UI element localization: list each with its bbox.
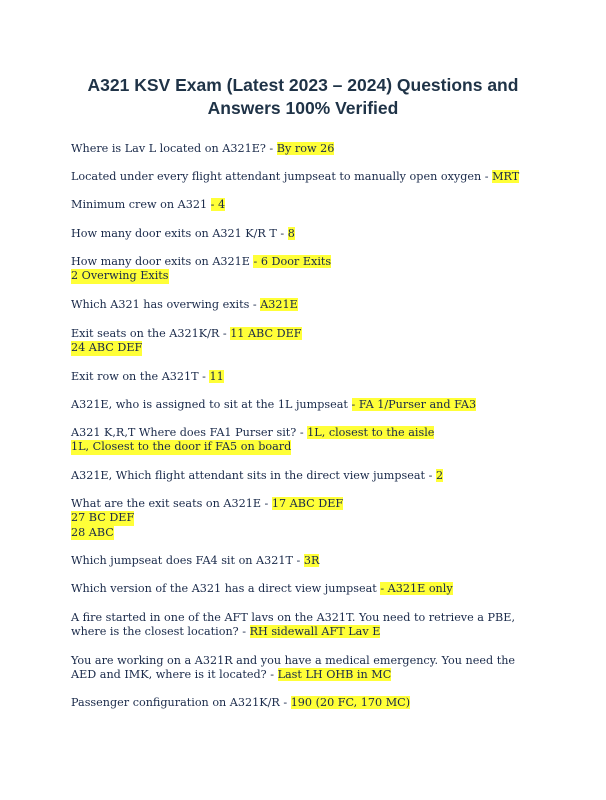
- qa-item: [71, 327, 541, 356]
- question-text: Which A321 has overwing exits -: [71, 298, 261, 311]
- answer-highlight: - FA 1/Purser and FA3: [351, 398, 477, 411]
- qa-item: [71, 497, 541, 540]
- answer-highlight: 17 ABC DEF: [271, 497, 344, 510]
- qa-item: [71, 255, 541, 284]
- answer-highlight: 8: [287, 227, 295, 240]
- qa-item: [71, 426, 541, 455]
- qa-item: [71, 142, 541, 156]
- answer-continuation: 24 ABC DEF: [71, 341, 143, 355]
- qa-item: [71, 611, 541, 640]
- question-text: How many door exits on A321E: [71, 255, 254, 268]
- qa-item: [71, 227, 541, 241]
- answer-highlight: MRT: [492, 170, 520, 183]
- question-text: Which jumpseat does FA4 sit on A321T -: [71, 554, 304, 567]
- answer-highlight: 190 (20 FC, 170 MC): [290, 696, 411, 709]
- title-line-1: A321 KSV Exam (Latest 2023 – 2024) Questions and: [87, 75, 519, 95]
- question-text: How many door exits on A321 K/R T -: [71, 227, 288, 240]
- answer-continuation: 28 ABC: [71, 525, 114, 539]
- answer-highlight: A321E: [260, 298, 298, 311]
- qa-item: [71, 398, 541, 412]
- question-text: Located under every flight attendant jumpseat to manually open oxygen -: [71, 170, 493, 183]
- question-text: Which version of the A321 has a direct view jumpseat: [71, 582, 381, 595]
- question-text: What are the exit seats on A321E -: [71, 497, 272, 510]
- question-text: A321E, Which flight attendant sits in the direct view jumpseat -: [71, 469, 436, 482]
- qa-item: [71, 554, 541, 568]
- qa-item: [71, 170, 541, 184]
- question-text: Where is Lav L located on A321E? -: [71, 142, 277, 155]
- question-text: Exit row on the A321T -: [71, 370, 210, 383]
- qa-item: [71, 469, 541, 483]
- question-text: You are working on a A321R and you have a medical emergency. You need the AED and IMK, where is it located? -: [71, 654, 516, 682]
- answer-highlight: 2: [435, 469, 444, 482]
- question-text: A321 K,R,T Where does FA1 Purser sit? -: [71, 426, 308, 439]
- answer-highlight: - 4: [210, 198, 226, 211]
- answer-continuation: 1L, Closest to the door if FA5 on board: [71, 440, 292, 454]
- document-title: [40, 74, 566, 120]
- answer-highlight: 11: [209, 370, 224, 383]
- question-text: Minimum crew on A321: [71, 198, 211, 211]
- qa-item: [71, 198, 541, 212]
- answer-highlight: 3R: [303, 554, 320, 567]
- qa-item: [71, 298, 541, 312]
- question-text: Passenger configuration on A321K/R -: [71, 696, 291, 709]
- answer-highlight: 11 ABC DEF: [230, 327, 302, 340]
- answer-highlight: - 6 Door Exits: [253, 255, 332, 268]
- answer-highlight: By row 26: [276, 142, 335, 155]
- answer-continuation: 2 Overwing Exits: [71, 269, 169, 283]
- qa-item: [71, 654, 541, 683]
- answer-highlight: - A321E only: [380, 582, 453, 595]
- answer-highlight: 1L, closest to the aisle: [307, 426, 435, 439]
- qa-item: [71, 696, 541, 710]
- answer-highlight: RH sidewall AFT Lav E: [249, 625, 381, 639]
- question-text: Exit seats on the A321K/R -: [71, 327, 231, 340]
- title-line-2: Answers 100% Verified: [207, 98, 399, 118]
- qa-item: [71, 582, 541, 596]
- question-text: A fire started in one of the AFT lavs on the A321T. You need to retrieve a PBE, where is the closest location? -: [71, 611, 516, 639]
- qa-item: [71, 370, 541, 384]
- answer-continuation: 27 BC DEF: [71, 511, 135, 525]
- answer-highlight: Last LH OHB in MC: [277, 668, 392, 682]
- question-text: A321E, who is assigned to sit at the 1L jumpseat: [71, 398, 352, 411]
